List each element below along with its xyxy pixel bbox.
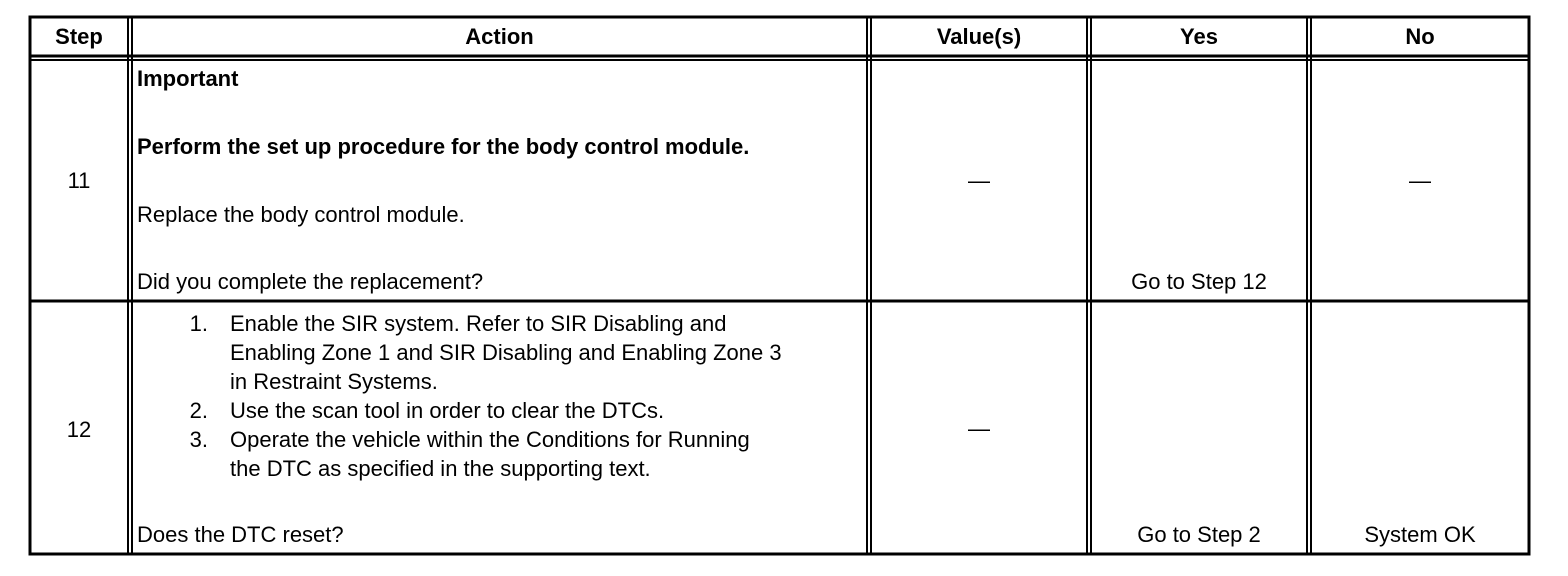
yes-cell: Go to Step 12 bbox=[1131, 269, 1267, 294]
important-label: Important bbox=[137, 66, 239, 91]
list-line: Enabling Zone 1 and SIR Disabling and Enabling Zone 3 bbox=[230, 340, 782, 365]
list-number: 3. bbox=[189, 427, 208, 452]
step-number: 12 bbox=[66, 417, 92, 442]
question-text: Does the DTC reset? bbox=[137, 522, 344, 547]
bold-instruction: Perform the set up procedure for the body control module. bbox=[137, 134, 750, 159]
header-yes: Yes bbox=[1180, 24, 1218, 49]
list-line: Operate the vehicle within the Conditions for Running bbox=[230, 427, 750, 452]
list-line: Use the scan tool in order to clear the DTCs. bbox=[230, 398, 665, 423]
value-cell: — bbox=[968, 168, 990, 193]
list-line: Enable the SIR system. Refer to SIR Disabling and bbox=[230, 311, 727, 336]
no-cell: — bbox=[1409, 168, 1431, 193]
no-cell: System OK bbox=[1364, 522, 1476, 547]
header-action: Action bbox=[465, 24, 534, 49]
list-line: the DTC as specified in the supporting text. bbox=[230, 456, 651, 481]
header-no: No bbox=[1405, 24, 1435, 49]
list-line: in Restraint Systems. bbox=[230, 369, 438, 394]
value-cell: — bbox=[968, 416, 990, 441]
header-values: Value(s) bbox=[936, 24, 1022, 49]
instruction-text: Replace the body control module. bbox=[137, 202, 465, 227]
list-number: 2. bbox=[189, 398, 208, 423]
header-step: Step bbox=[55, 24, 103, 49]
question-text: Did you complete the replacement? bbox=[137, 269, 484, 294]
list-number: 1. bbox=[189, 311, 208, 336]
yes-cell: Go to Step 2 bbox=[1137, 522, 1261, 547]
step-number: 11 bbox=[67, 168, 91, 193]
